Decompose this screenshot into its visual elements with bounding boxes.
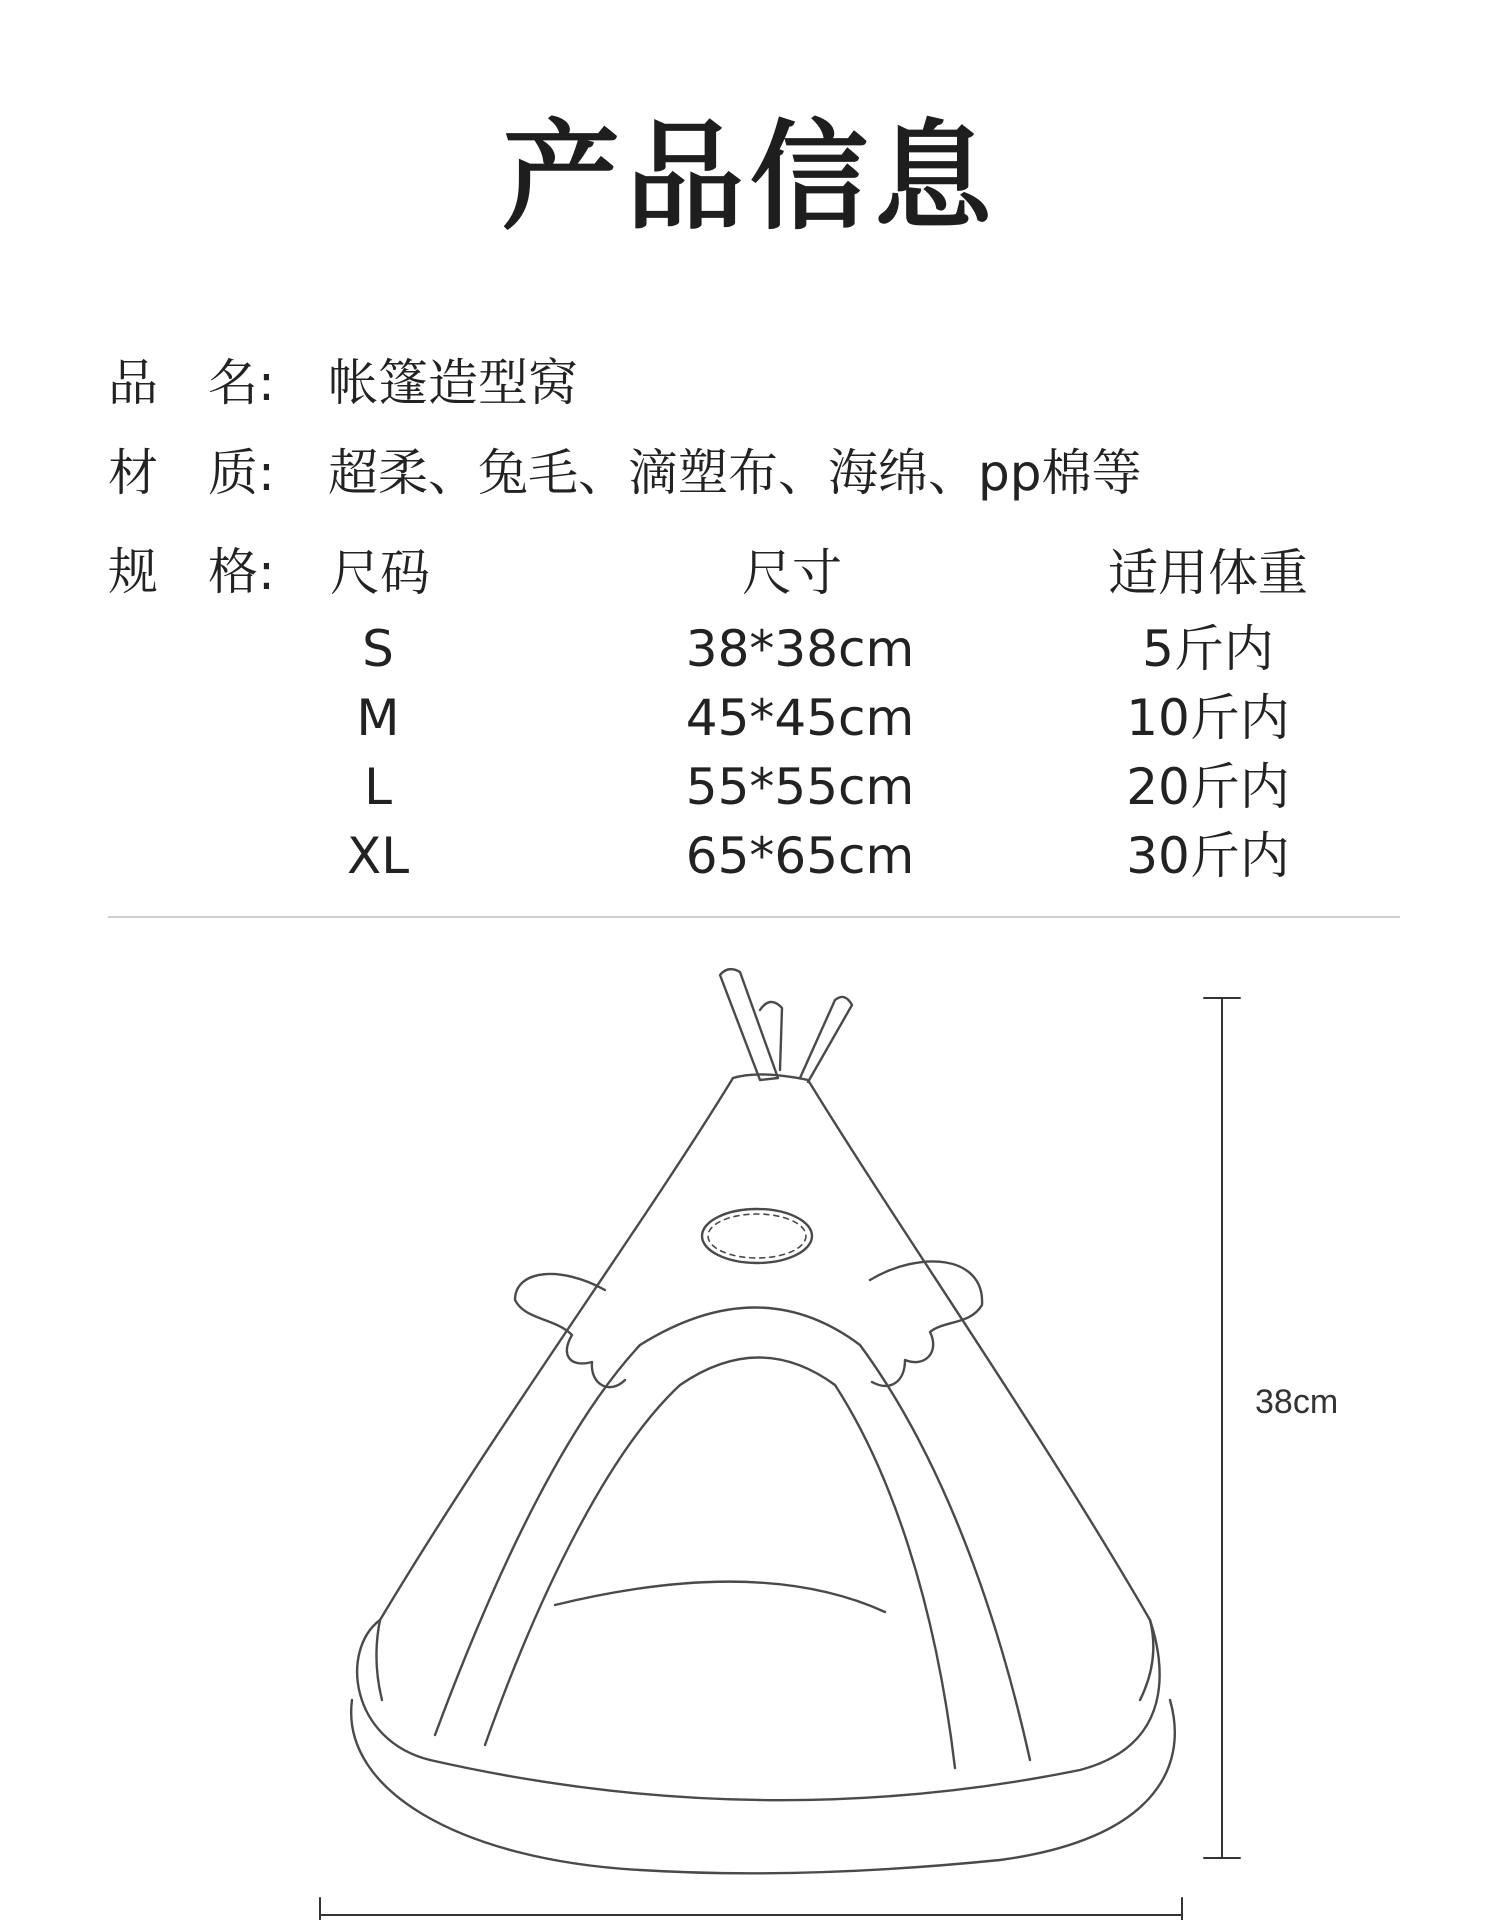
material-value: 超柔、兔毛、滴塑布、海绵、pp棉等 [328,444,1142,502]
spec-row-l-weight: 20斤内 [1126,758,1290,816]
inner-cushion [555,1582,885,1612]
product-name-value: 帐篷造型窝 [328,354,578,412]
tent-bed-line-drawing [0,940,1500,1920]
width-dimension [320,1898,1182,1920]
height-dimension [1204,998,1240,1858]
material-label: 材 质: [108,444,275,502]
tent-poles [720,969,852,1082]
material-row [108,444,1142,502]
product-name-row [108,354,578,412]
spec-row-xl-weight: 30斤内 [1126,827,1290,885]
page-title: 产品信息 [501,108,998,246]
spec-row-s-dimensions: 38*38cm [685,620,915,678]
spec-row-s-size: S [362,620,394,678]
spec-row-m-weight: 10斤内 [1126,689,1290,747]
section-divider [108,916,1400,918]
base-cushion [357,1620,1159,1800]
left-wing [515,1274,625,1387]
spec-header-size-code: 尺码 [330,544,430,602]
product-name-label: 品 名: [108,354,275,412]
tent-door-frame [435,1308,1030,1761]
tent-outer-shell [376,1074,1153,1700]
spec-label: 规 格: [108,543,275,601]
tent-door-inner [485,1358,955,1769]
spec-header-weight: 适用体重 [1108,544,1308,602]
spec-header-dimensions: 尺寸 [742,544,842,602]
spec-row-s-weight: 5斤内 [1142,620,1274,678]
spec-row-l-dimensions: 55*55cm [685,758,915,816]
spec-row-l-size: L [364,758,392,816]
spec-table [0,540,1500,885]
spec-row-xl-size: XL [346,827,410,885]
spec-row-xl-dimensions: 65*65cm [685,827,915,885]
height-dimension-label: 38cm [1255,1383,1339,1421]
spec-row-m-size: M [356,689,400,747]
tent-badge [702,1209,812,1263]
spec-row-m-dimensions: 45*45cm [685,689,915,747]
